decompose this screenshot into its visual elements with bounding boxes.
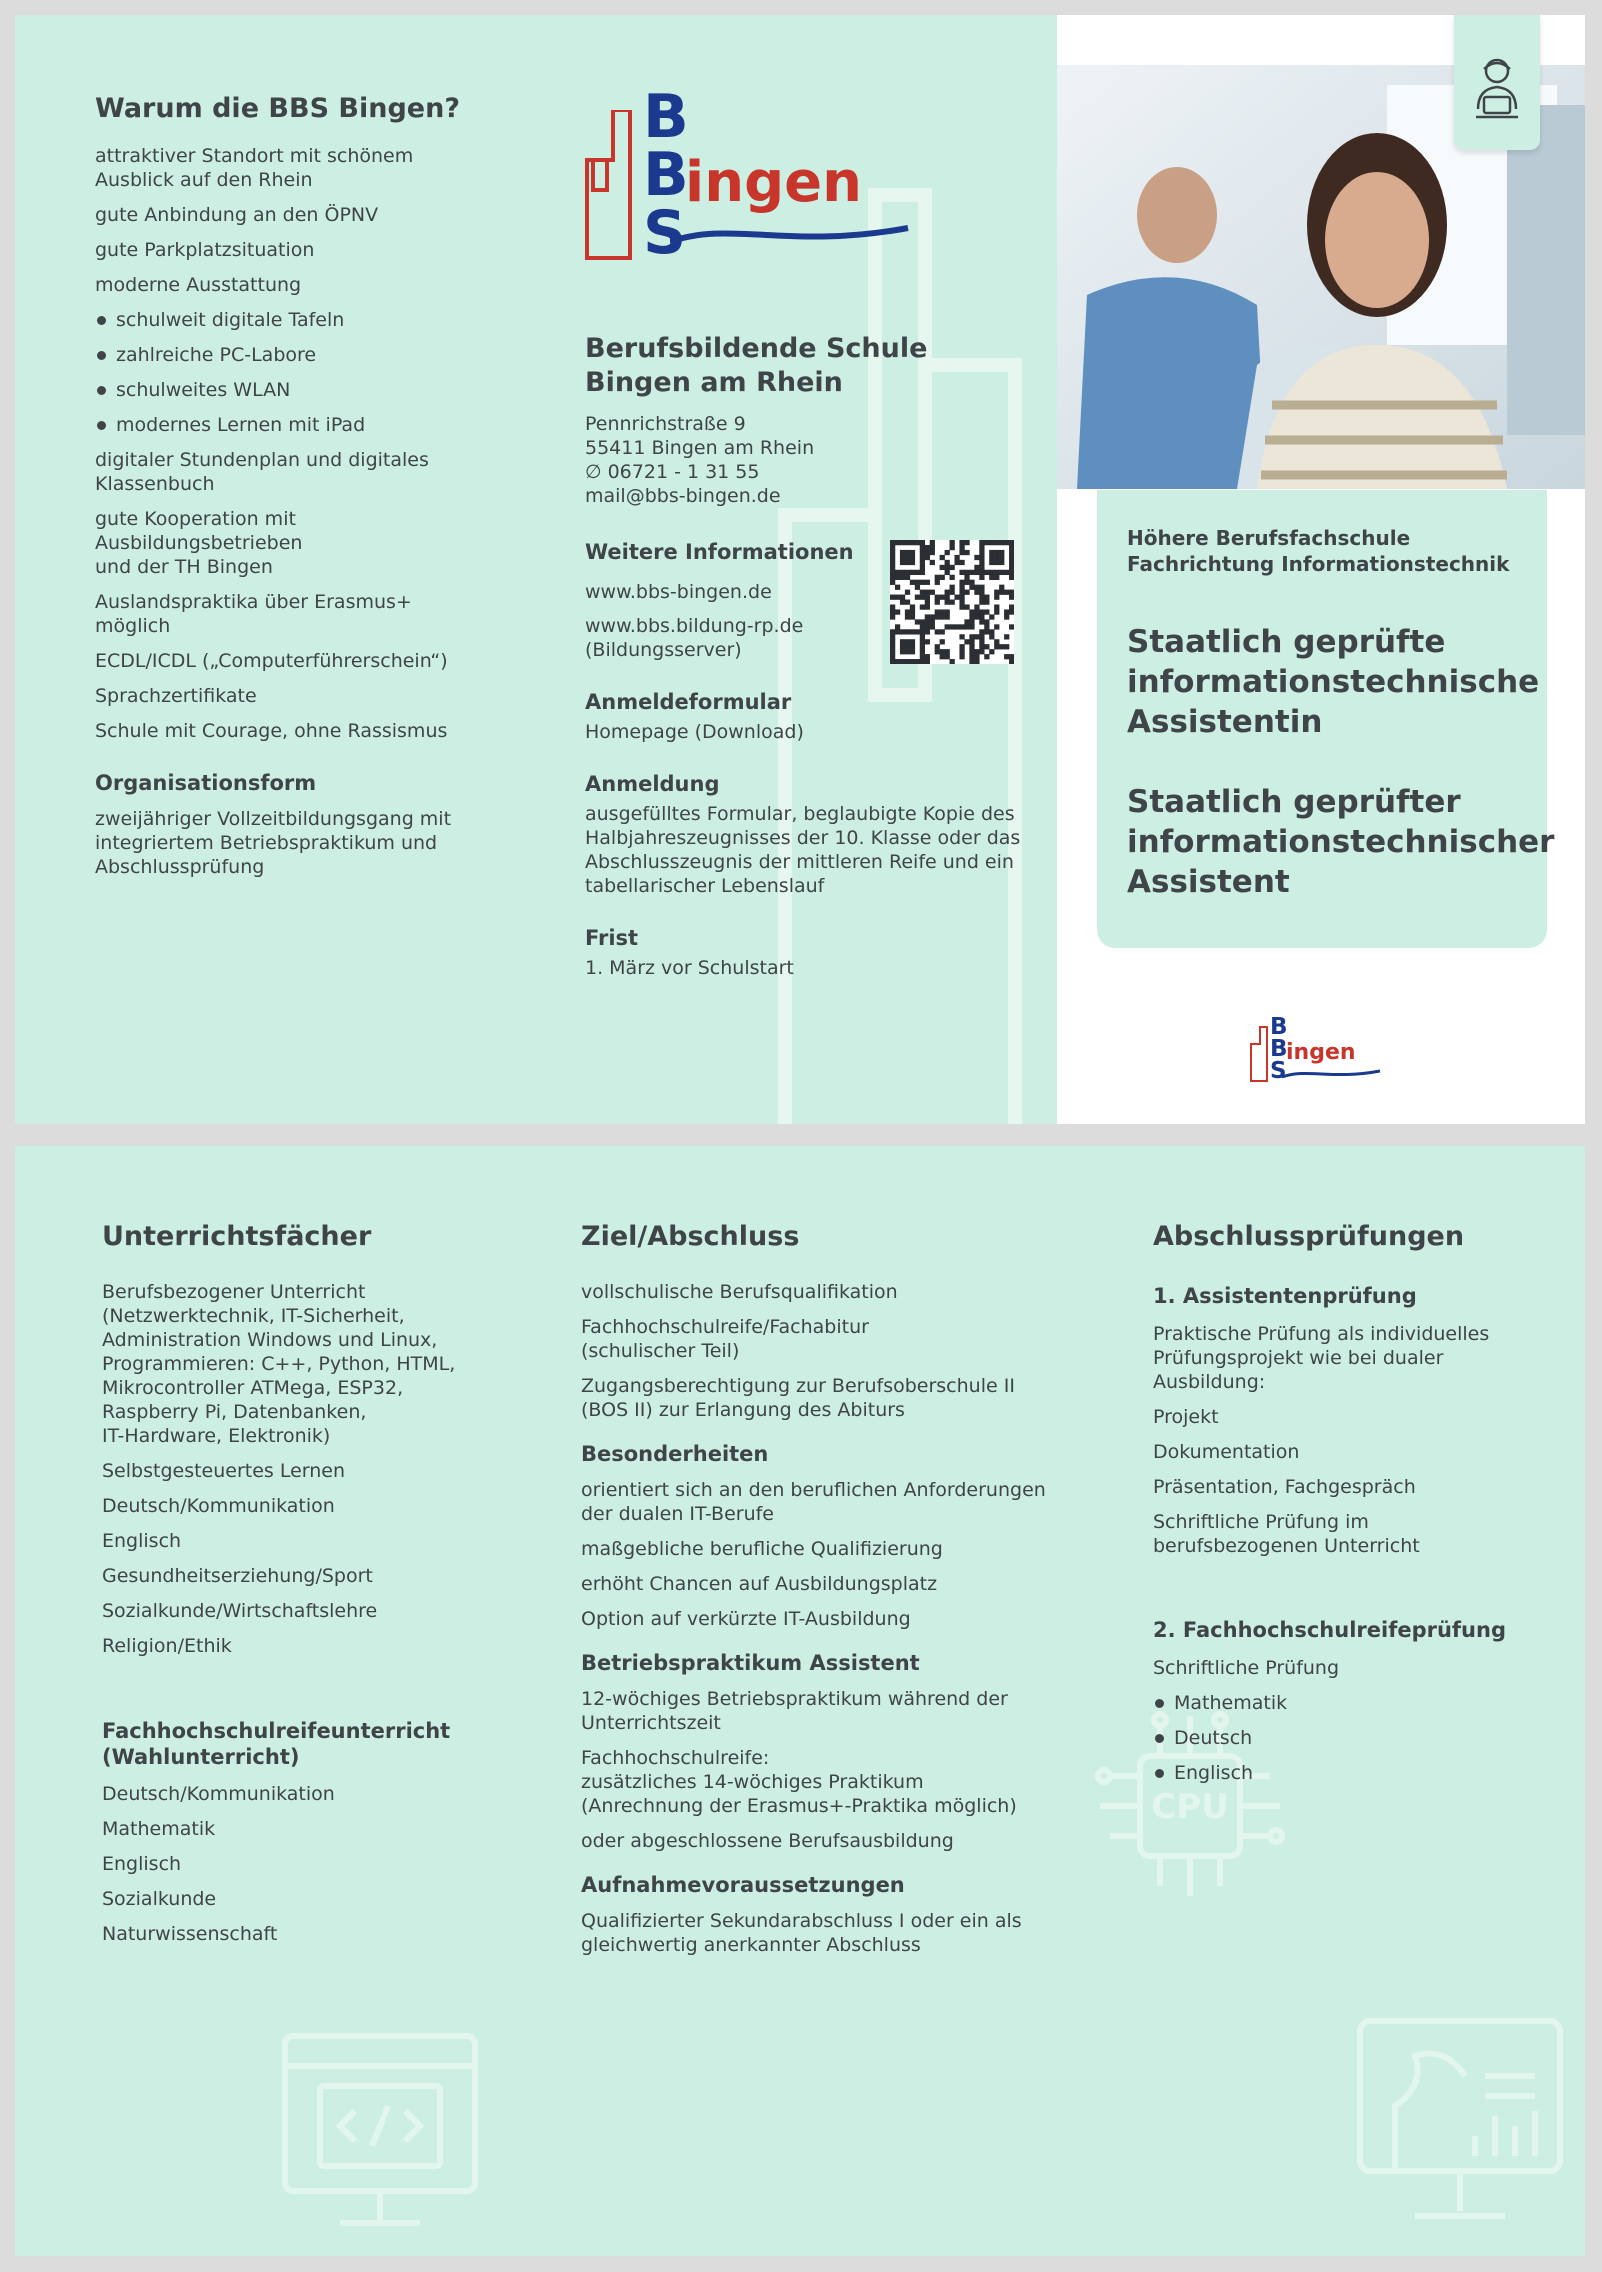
- cover-title-female: Staatlich geprüfte informationstechnische Assistentin: [1127, 624, 1540, 740]
- exam1-item: Präsentation, Fachgespräch: [1153, 1476, 1416, 1498]
- code-window-icon: [280, 2031, 480, 2231]
- school-street: Pennrichstraße 9: [585, 413, 746, 435]
- exam2-item: Schriftliche Prüfung: [1153, 1657, 1340, 1679]
- cover-logo-building-icon: [1250, 1026, 1268, 1082]
- logo-letter-s: S: [643, 198, 687, 268]
- form-block: [585, 690, 1045, 744]
- exam2-item: Deutsch: [1153, 1726, 1553, 1750]
- subject-item: Deutsch/Kommunikation: [102, 1495, 335, 1517]
- school-email[interactable]: mail@bbs-bingen.de: [585, 485, 781, 507]
- why-list-item: Sprachzertifikate: [95, 685, 257, 707]
- registration-block: [585, 772, 1045, 898]
- bbs-logo: [585, 82, 905, 280]
- fh-list: [102, 1782, 512, 1946]
- brochure-inside: [15, 1146, 1585, 2256]
- why-list-item: ECDL/ICDL („Computerführerschein“): [95, 650, 448, 672]
- internship-list: [581, 1687, 1061, 1853]
- cover-title-male: Staatlich geprüfter informationstechnischer Assistent: [1127, 784, 1555, 900]
- school-phone: ∅ 06721 - 1 31 55: [585, 461, 760, 483]
- internship-item: 12-wöchiges Betriebspraktikum während der Unterrichtszeit: [581, 1688, 1008, 1734]
- cover-logo-wave: [1282, 1068, 1382, 1080]
- deadline-text: 1. März vor Schulstart: [585, 957, 794, 979]
- cover-logo: [1250, 1014, 1390, 1100]
- goal-item: Fachhochschulreife/Fachabitur (schulischer Teil): [581, 1316, 869, 1362]
- special-item: erhöht Chancen auf Ausbildungsplatz: [581, 1573, 938, 1595]
- fh-subject-item: Englisch: [102, 1853, 182, 1875]
- cover-logo-b2: B: [1270, 1036, 1288, 1062]
- subject-item: Sozialkunde/Wirtschaftslehre: [102, 1600, 378, 1622]
- special-heading: Besonderheiten: [581, 1442, 769, 1466]
- why-list-item: digitaler Stundenplan und digitales Klassenbuch: [95, 449, 429, 495]
- fh-subject-item: Naturwissenschaft: [102, 1923, 278, 1945]
- qr-code[interactable]: [890, 540, 1014, 664]
- cover-subtitle: Höhere Berufsfachschule Fachrichtung Informationstechnik: [1127, 526, 1510, 576]
- fh-heading: Fachhochschulreifeunterricht (Wahlunterricht): [102, 1719, 451, 1769]
- requirements-heading: Aufnahmevoraussetzungen: [581, 1873, 905, 1897]
- goal-heading: Ziel/Abschluss: [581, 1221, 800, 1252]
- subject-item: Gesundheitserziehung/Sport: [102, 1565, 373, 1587]
- exam1-item: Projekt: [1153, 1406, 1219, 1428]
- exam1-heading: 1. Assistentenprüfung: [1153, 1284, 1417, 1308]
- school-city: 55411 Bingen am Rhein: [585, 437, 815, 459]
- exam1-item: Praktische Prüfung als individuelles Prüfungsprojekt wie bei dualer Ausbildung:: [1153, 1323, 1490, 1393]
- exam1-item: Schriftliche Prüfung im berufsbezogenen Unterricht: [1153, 1511, 1420, 1557]
- exam2-list: [1153, 1656, 1553, 1785]
- why-list-item: schulweites WLAN: [95, 378, 495, 402]
- special-item: Option auf verkürzte IT-Ausbildung: [581, 1608, 911, 1630]
- special-list: [581, 1478, 1061, 1631]
- subjects-column: [102, 1221, 512, 1957]
- cpu-icon-label: CPU: [1151, 1787, 1229, 1827]
- why-list-item: schulweit digitale Tafeln: [95, 308, 495, 332]
- cover-logo-b1: B: [1270, 1014, 1288, 1040]
- person-laptop-icon: [1474, 57, 1520, 127]
- avatar-tab: [1454, 15, 1540, 150]
- exams-column: [1153, 1221, 1553, 1796]
- registration-text: ausgefülltes Formular, beglaubigte Kopie des Halbjahreszeugnisses der 10. Klasse oder das Abschlusszeugnis der mittleren Reife und ein tabellarischer Lebenslauf: [585, 803, 1021, 897]
- exam2-item: Englisch: [1153, 1761, 1553, 1785]
- subjects-list: [102, 1280, 512, 1658]
- exam2-item: Mathematik: [1153, 1691, 1553, 1715]
- deadline-block: [585, 926, 1045, 980]
- exam1-list: [1153, 1322, 1553, 1558]
- registration-heading: Anmeldung: [585, 772, 720, 796]
- cover-logo-s: S: [1270, 1058, 1287, 1084]
- goal-column: [581, 1221, 1061, 1957]
- why-list: [95, 144, 495, 743]
- org-heading: Organisationsform: [95, 771, 317, 795]
- form-heading: Anmeldeformular: [585, 690, 792, 714]
- link-bbs-bingen[interactable]: www.bbs-bingen.de: [585, 581, 772, 603]
- subject-item: Religion/Ethik: [102, 1635, 232, 1657]
- fh-subject-item: Deutsch/Kommunikation: [102, 1783, 335, 1805]
- why-list-item: modernes Lernen mit iPad: [95, 413, 495, 437]
- logo-letter-b1: B: [643, 82, 689, 152]
- link-bildungsserver[interactable]: www.bbs.bildung-rp.de (Bildungsserver): [585, 615, 804, 661]
- why-list-item: moderne Ausstattung: [95, 274, 302, 296]
- org-text: zweijähriger Vollzeitbildungsgang mit integriertem Betriebspraktikum und Abschlussprüfung: [95, 808, 452, 878]
- subject-item: Berufsbezogener Unterricht (Netzwerktechnik, IT-Sicherheit, Administration Windows und Linux, Programmieren: C++, Python, HTML, Mikrocontroller ATMega, ESP32, Raspberry Pi, Datenbanken, IT-Hardware, Elektronik): [102, 1281, 456, 1447]
- brochure-outside: [15, 15, 1585, 1124]
- logo-building-icon: [585, 110, 635, 260]
- cover-logo-name: ingen: [1286, 1040, 1356, 1065]
- fh-subject-item: Sozialkunde: [102, 1888, 217, 1910]
- info-block: [585, 540, 1045, 662]
- subject-item: Englisch: [102, 1530, 182, 1552]
- info-heading: Weitere Informationen: [585, 540, 854, 564]
- why-heading: Warum die BBS Bingen?: [95, 93, 460, 124]
- fh-subject-item: Mathematik: [102, 1818, 216, 1840]
- why-column: [95, 93, 495, 879]
- subjects-heading: Unterrichtsfächer: [102, 1221, 372, 1252]
- why-list-item: gute Anbindung an den ÖPNV: [95, 204, 379, 226]
- exam2-heading: 2. Fachhochschulreifeprüfung: [1153, 1618, 1506, 1642]
- school-block: [585, 332, 1045, 508]
- why-list-item: Schule mit Courage, ohne Rassismus: [95, 720, 448, 742]
- cover-title-box: [1097, 490, 1555, 948]
- why-list-item: gute Kooperation mit Ausbildungsbetrieben und der TH Bingen: [95, 508, 303, 578]
- why-list-item: attraktiver Standort mit schönem Ausblick auf den Rhein: [95, 145, 414, 191]
- exams-heading: Abschlussprüfungen: [1153, 1221, 1465, 1252]
- why-list-item: gute Parkplatzsituation: [95, 239, 315, 261]
- why-list-item: zahlreiche PC-Labore: [95, 343, 495, 367]
- why-list-item: Auslandspraktika über Erasmus+ möglich: [95, 591, 412, 637]
- goal-item: Zugangsberechtigung zur Berufsoberschule II (BOS II) zur Erlangung des Abiturs: [581, 1375, 1015, 1421]
- internship-item: Fachhochschulreife: zusätzliches 14-wöchiges Praktikum (Anrechnung der Erasmus+-Praktika möglich): [581, 1747, 1017, 1817]
- contact-column: [585, 82, 1045, 980]
- goal-item: vollschulische Berufsqualifikation: [581, 1281, 898, 1303]
- deadline-heading: Frist: [585, 926, 639, 950]
- logo-name: ingen: [685, 150, 862, 215]
- goal-list: [581, 1280, 1061, 1422]
- special-item: orientiert sich an den beruflichen Anforderungen der dualen IT-Berufe: [581, 1479, 1046, 1525]
- monitor-chart-icon: [1355, 2016, 1565, 2236]
- requirements-text: Qualifizierter Sekundarabschluss I oder ein als gleichwertig anerkannter Abschluss: [581, 1910, 1022, 1956]
- exam1-item: Dokumentation: [1153, 1441, 1300, 1463]
- logo-wave: [670, 220, 910, 250]
- internship-item: oder abgeschlossene Berufsausbildung: [581, 1830, 954, 1852]
- logo-letter-b2: B: [643, 140, 689, 210]
- internship-heading: Betriebspraktikum Assistent: [581, 1651, 920, 1675]
- subject-item: Selbstgesteuertes Lernen: [102, 1460, 346, 1482]
- form-text: Homepage (Download): [585, 721, 804, 743]
- school-name: Berufsbildende Schule Bingen am Rhein: [585, 333, 928, 398]
- special-item: maßgebliche berufliche Qualifizierung: [581, 1538, 943, 1560]
